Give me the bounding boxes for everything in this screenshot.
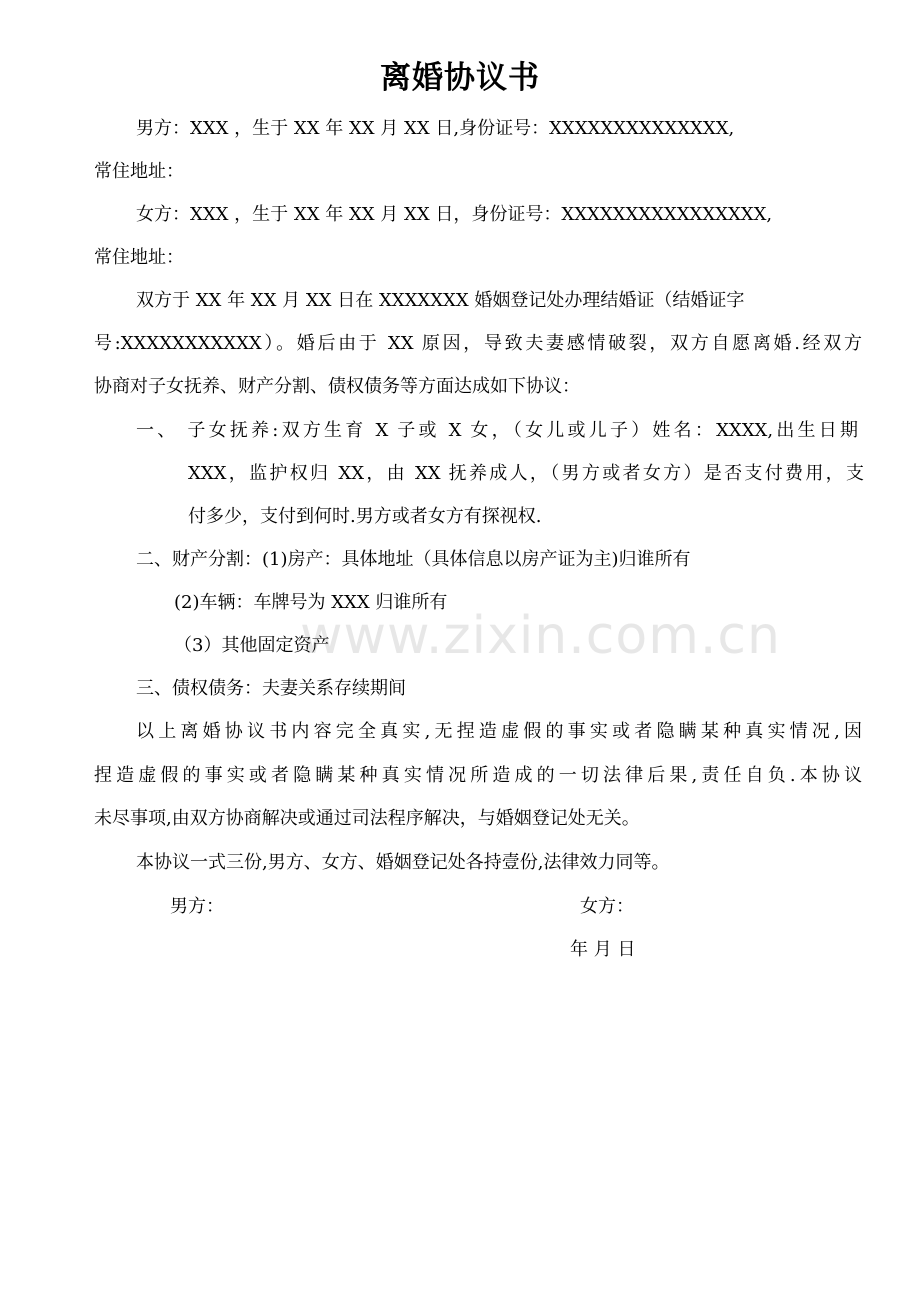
statement-line-3: 未尽事项,由双方协商解决或通过司法程序解决，与婚姻登记处无关。 xyxy=(94,808,640,829)
male-address-line: 常住地址： xyxy=(94,161,184,182)
child-clause-line-2: XXX，监护权归 XX，由 XX 抚养成人，（男方或者女方）是否支付费用，支 xyxy=(188,463,864,484)
female-info-line: 女方：XXX ，生于 XX 年 XX 月 XX 日，身份证号：XXXXXXXXXXXXXXXX, xyxy=(136,204,773,225)
marriage-paragraph-line-2: 号:XXXXXXXXXXX）。婚后由于 XX 原因，导致夫妻感情破裂，双方自愿离婚.经双方 xyxy=(94,333,862,354)
child-clause-line-1: 一、 子女抚养:双方生育 X 子或 X 女，（女儿或儿子）姓名：XXXX,出生日期 xyxy=(136,420,858,441)
copies-line: 本协议一式三份,男方、女方、婚姻登记处各持壹份,法律效力同等。 xyxy=(136,852,670,873)
debt-clause-line: 三、债权债务：夫妻关系存续期间 xyxy=(136,678,406,699)
statement-line-1: 以上离婚协议书内容完全真实,无捏造虚假的事实或者隐瞒某种真实情况,因 xyxy=(136,721,862,742)
watermark-text: www.zixin.com.cn xyxy=(300,606,781,666)
male-info-line: 男方：XXX ，生于 XX 年 XX 月 XX 日,身份证号：XXXXXXXXXXXXXX, xyxy=(136,118,735,139)
document-title: 离婚协议书 xyxy=(380,60,540,96)
female-signature-label: 女方： xyxy=(580,896,634,917)
marriage-paragraph-line-1: 双方于 XX 年 XX 月 XX 日在 XXXXXXX 婚姻登记处办理结婚证（结婚证字 xyxy=(136,290,745,311)
property-clause-line-1: 二、财产分割：(1)房产：具体地址（具体信息以房产证为主)归谁所有 xyxy=(136,549,691,570)
signature-date: 年 月 日 xyxy=(570,939,636,960)
marriage-paragraph-line-3: 协商对子女抚养、财产分割、债权债务等方面达成如下协议： xyxy=(94,376,580,397)
female-address-line: 常住地址： xyxy=(94,247,184,268)
statement-line-2: 捏造虚假的事实或者隐瞒某种真实情况所造成的一切法律后果,责任自负.本协议 xyxy=(94,765,862,786)
property-clause-line-3: （3）其他固定资产 xyxy=(174,635,330,656)
property-clause-line-2: (2)车辆：车牌号为 XXX 归谁所有 xyxy=(174,592,448,613)
child-clause-line-3: 付多少，支付到何时.男方或者女方有探视权. xyxy=(188,506,542,527)
male-signature-label: 男方： xyxy=(170,896,224,917)
